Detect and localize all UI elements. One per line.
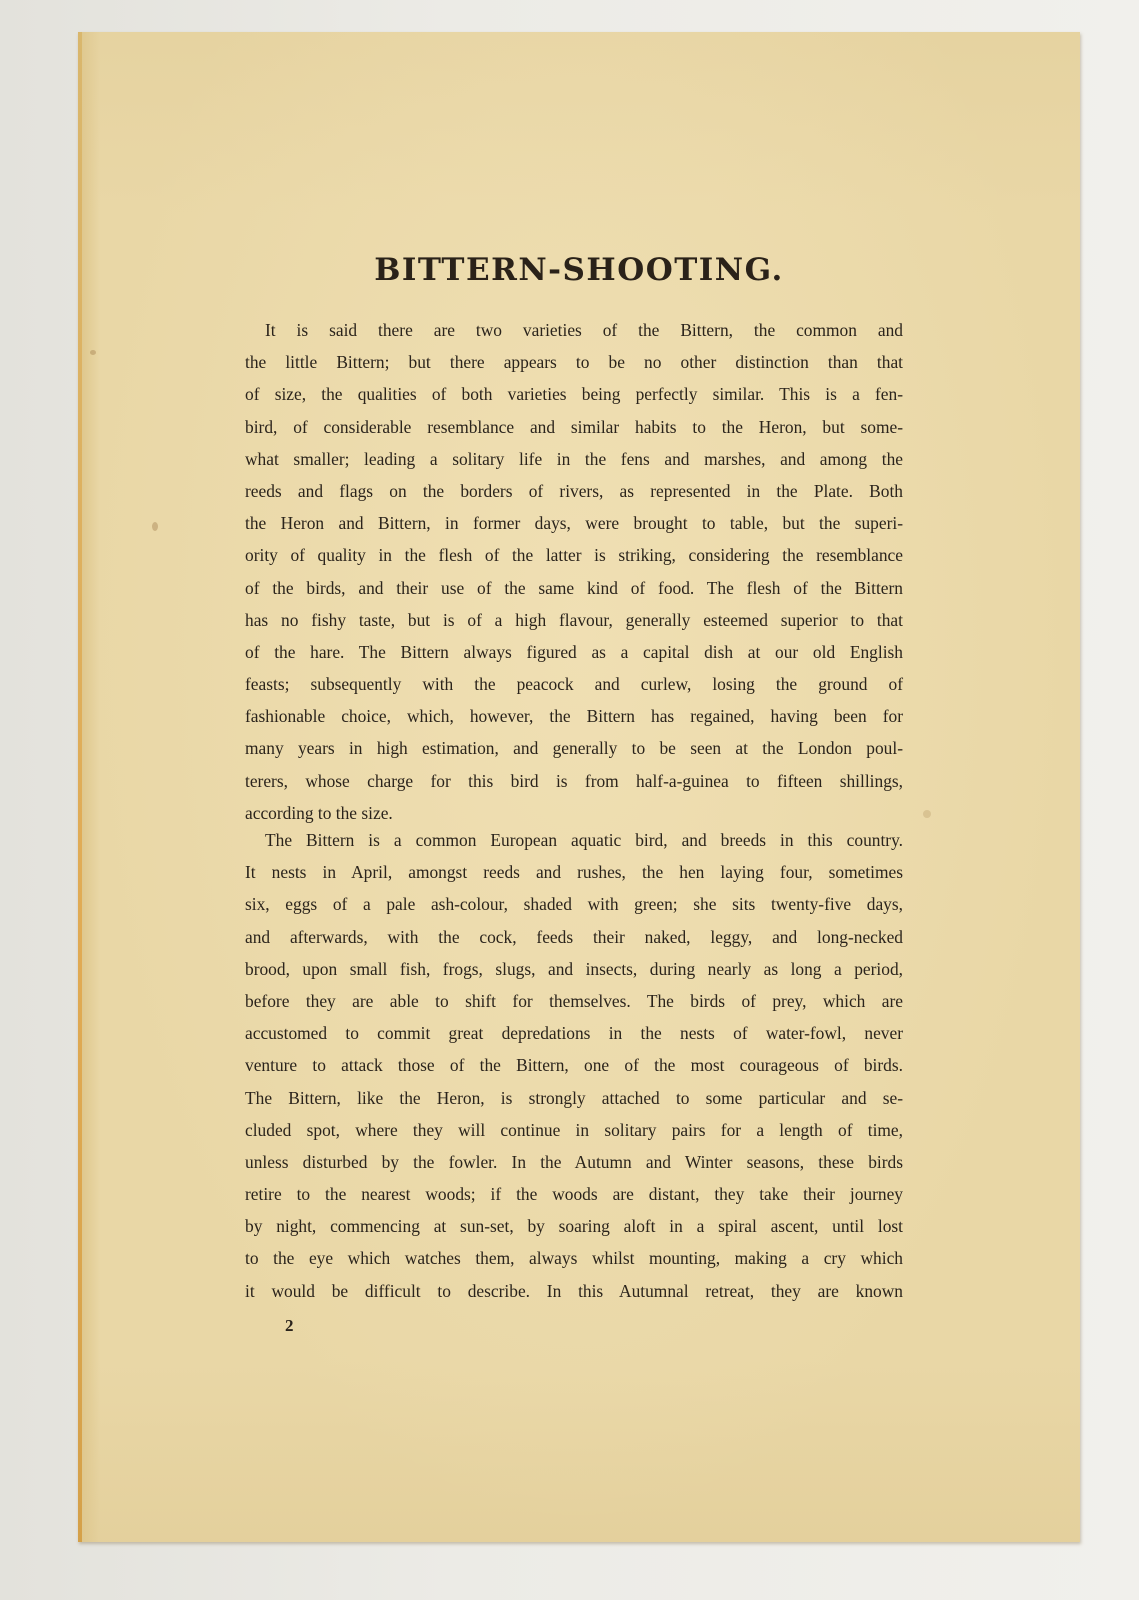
text-line: It nests in April, amongst reeds and rushes, the hen laying four, sometimes [245, 862, 903, 883]
text-line: six, eggs of a pale ash-colour, shaded with green; she sits twenty-five days, [245, 894, 903, 915]
text-line: ority of quality in the flesh of the latter is striking, considering the resemblance [245, 545, 903, 566]
text-line: the little Bittern; but there appears to be no other distinction than that [245, 352, 903, 373]
text-line: bird, of considerable resemblance and similar habits to the Heron, but some- [245, 416, 903, 437]
text-line: fashionable choice, which, however, the Bittern has regained, having been for [245, 706, 903, 727]
text-line: has no fishy taste, but is of a high flavour, generally esteemed superior to that [245, 609, 903, 630]
text-line: of the birds, and their use of the same kind of food. The flesh of the Bittern [245, 577, 903, 598]
paragraph-2 [245, 824, 903, 1307]
text-line: reeds and flags on the borders of rivers, as represented in the Plate. Both [245, 480, 903, 501]
text-line: accustomed to commit great depredations in the nests of water-fowl, never [245, 1023, 903, 1044]
text-line: The Bittern, like the Heron, is strongly attached to some particular and se- [245, 1087, 903, 1108]
text-line: The Bittern is a common European aquatic bird, and breeds in this country. [265, 830, 903, 850]
text-line: retire to the nearest woods; if the woods are distant, they take their journey [245, 1184, 903, 1205]
foxing-spot [923, 810, 931, 818]
text-line: according to the size. [245, 802, 393, 823]
text-line: by night, commencing at sun-set, by soaring aloft in a spiral ascent, until lost [245, 1216, 903, 1237]
page-number: 2 [285, 1316, 294, 1335]
page-title: BITTERN-SHOOTING. [374, 252, 784, 288]
text-line: before they are able to shift for themselves. The birds of prey, which are [245, 990, 903, 1011]
text-line: feasts; subsequently with the peacock and curlew, losing the ground of [245, 674, 903, 695]
paragraph-1 [245, 314, 903, 829]
foxing-spot [90, 350, 96, 355]
text-line: of size, the qualities of both varieties being perfectly similar. This is a fen- [245, 384, 903, 405]
text-line: cluded spot, where they will continue in solitary pairs for a length of time, [245, 1119, 903, 1140]
text-line: of the hare. The Bittern always figured as a capital dish at our old English [245, 641, 903, 662]
text-line: and afterwards, with the cock, feeds their naked, leggy, and long-necked [245, 926, 903, 947]
text-line: what smaller; leading a solitary life in the fens and marshes, and among the [245, 448, 903, 469]
text-line: terers, whose charge for this bird is from half-a-guinea to fifteen shillings, [245, 770, 903, 791]
text-line: to the eye which watches them, always whilst mounting, making a cry which [245, 1248, 903, 1269]
text-line: many years in high estimation, and generally to be seen at the London poul- [245, 738, 903, 759]
text-line: it would be difficult to describe. In this Autumnal retreat, they are known [245, 1280, 903, 1301]
text-line: unless disturbed by the fowler. In the Autumn and Winter seasons, these birds [245, 1151, 903, 1172]
foxing-spot [152, 522, 158, 531]
text-line: the Heron and Bittern, in former days, were brought to table, but the superi- [245, 513, 903, 534]
text-line: venture to attack those of the Bittern, one of the most courageous of birds. [245, 1055, 903, 1076]
text-line: brood, upon small fish, frogs, slugs, and insects, during nearly as long a period, [245, 958, 903, 979]
text-line: It is said there are two varieties of the Bittern, the common and [265, 320, 903, 340]
